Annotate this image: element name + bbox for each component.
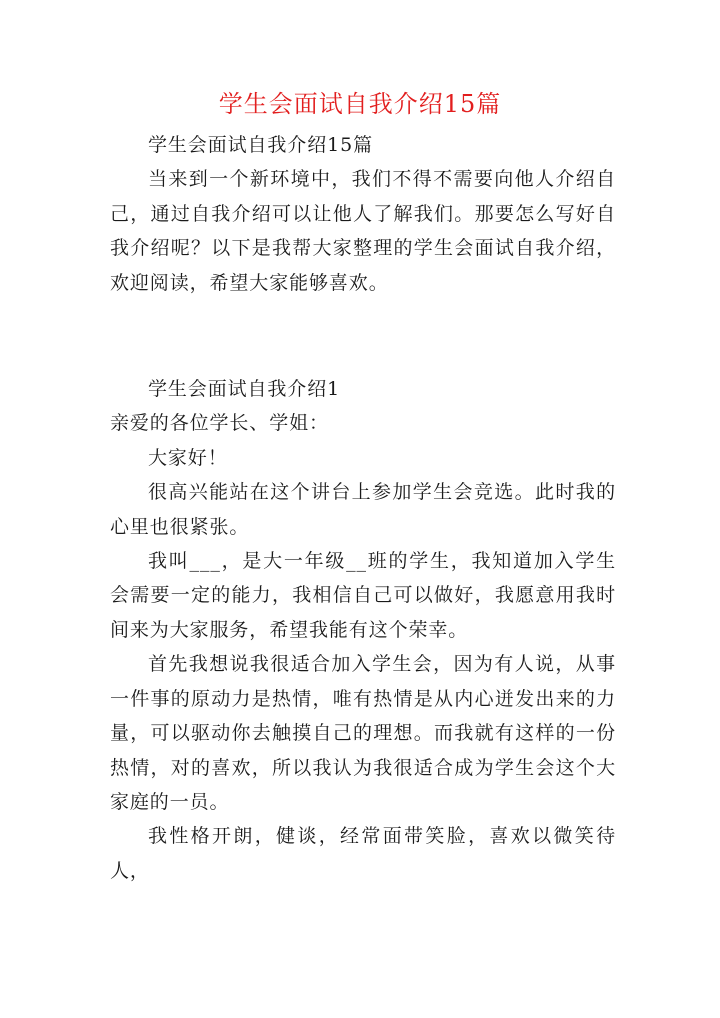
document-title: 学生会面试自我介绍15篇: [218, 90, 502, 118]
intro-paragraph: 当来到一个新环境中，我们不得不需要向他人介绍自己，通过自我介绍可以让他人了解我们。那要怎么写好自我介绍呢？以下是我帮大家整理的学生会面试自我介绍，欢迎阅读，希望大家能够喜欢。: [110, 168, 616, 294]
section-gap: [110, 300, 616, 372]
body-paragraph: 我叫___，是大一年级__班的学生，我知道加入学生会需要一定的能力，我相信自己可以做好，我愿意用我时间来为大家服务，希望我能有这个荣幸。: [110, 550, 616, 641]
subtitle-paragraph: 学生会面试自我介绍15篇: [148, 134, 373, 156]
body-paragraph: 首先我想说我很适合加入学生会，因为有人说，从事一件事的原动力是热情，唯有热情是从内心迸发出来的力量，可以驱动你去触摸自己的理想。而我就有这样的一份热情，对的喜欢，所以我认为我很适合成为学生会这个大家庭的一员。: [110, 653, 616, 813]
greeting-paragraph: 大家好！: [148, 446, 228, 469]
document-body: [110, 128, 616, 888]
body-paragraph: 很高兴能站在这个讲台上参加学生会竞选。此时我的心里也很紧张。: [110, 481, 616, 538]
section-heading: 学生会面试自我介绍1: [148, 378, 341, 401]
greeting-salutation: 亲爱的各位学长、学姐：: [110, 412, 329, 435]
body-paragraph: 我性格开朗，健谈，经常面带笑脸，喜欢以微笑待人，: [110, 825, 616, 882]
